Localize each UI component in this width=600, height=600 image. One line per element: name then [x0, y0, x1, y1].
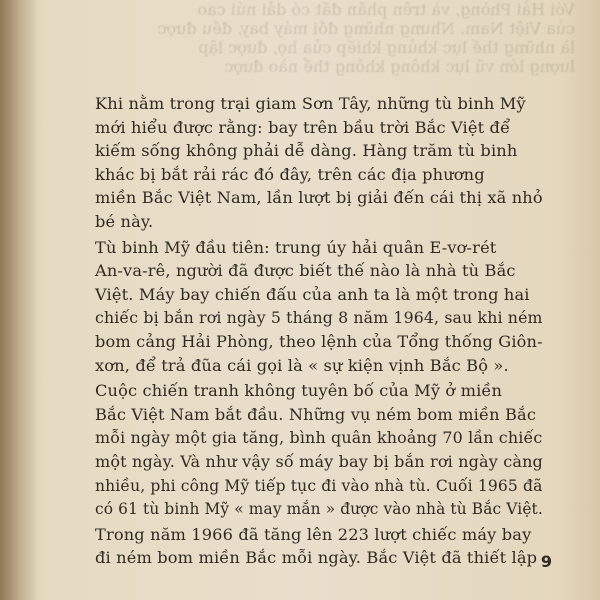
text-line: Bắc Việt Nam bắt đầu. Những vụ ném bom miền Bắc — [95, 404, 537, 424]
text-line: một ngày. Và như vậy số máy bay bị bắn rơi ngày càng — [95, 451, 543, 471]
text-line: Khi nằm trong trại giam Sơn Tây, những tù binh Mỹ — [95, 94, 526, 113]
text-line: Tù binh Mỹ đầu tiên: trung úy hải quân E-vơ-rét — [95, 237, 497, 257]
text-line: kiếm sống không phải dễ dàng. Hàng trăm tù binh — [95, 141, 518, 161]
paragraph-4 — [95, 523, 543, 570]
text-line: bé này. — [95, 211, 154, 231]
text-line: mỗi ngày một gia tăng, bình quân khoảng 70 lần chiếc — [95, 428, 543, 448]
text-line: Cuộc chiến tranh không tuyên bố của Mỹ ở miền — [95, 381, 503, 401]
text-line: bom cảng Hải Phòng, theo lệnh của Tổng thống Giôn- — [95, 331, 543, 351]
paragraph-2 — [95, 236, 543, 378]
show-through-line: Vói Hải Phòng, và trên phần đất có dải núi cao — [197, 0, 575, 19]
text-line: nhiều, phi công Mỹ tiếp tục đi vào nhà tù. Cuối 1965 đã — [95, 475, 543, 495]
text-line: khác bị bắt rải rác đó đây, trên các địa phương — [95, 164, 485, 184]
body-text — [95, 92, 543, 570]
text-line: Trong năm 1966 đã tăng lên 223 lượt chiếc máy bay — [95, 524, 532, 544]
text-line: có 61 tù binh Mỹ « may mắn » được vào nhà tù Bắc Việt. — [95, 499, 543, 519]
page-number: 9 — [540, 552, 552, 571]
text-line: xơn, để trả đũa cái gọi là « sự kiện vịnh Bắc Bộ ». — [95, 355, 509, 375]
show-through-line: là những thế lực khủng khiếp của họ, được lập — [198, 38, 575, 57]
text-line: Việt. Máy bay chiến đấu của anh ta là một trong hai — [95, 284, 530, 304]
show-through-line: lượng lớn vũ lực không không thể nào được — [224, 57, 575, 76]
paragraph-1 — [95, 92, 543, 234]
text-line: mới hiểu được rằng: bay trên bầu trời Bắc Việt để — [95, 117, 511, 137]
text-line: An-va-rê, người đã được biết thế nào là nhà tù Bắc — [95, 261, 516, 281]
binding-gutter-shadow — [0, 0, 38, 600]
text-line: chiếc bị bắn rơi ngày 5 tháng 8 năm 1964, sau khi ném — [95, 308, 543, 328]
text-line: đi ném bom miền Bắc mỗi ngày. Bắc Việt đã thiết lập — [95, 548, 538, 568]
show-through-line: của Việt Nam. Nhưng những đồi máy bay, đều được — [157, 19, 575, 38]
show-through-text — [95, 0, 575, 95]
text-line: miền Bắc Việt Nam, lần lượt bị giải đến cái thị xã nhỏ — [95, 188, 543, 208]
paragraph-3 — [95, 379, 543, 521]
